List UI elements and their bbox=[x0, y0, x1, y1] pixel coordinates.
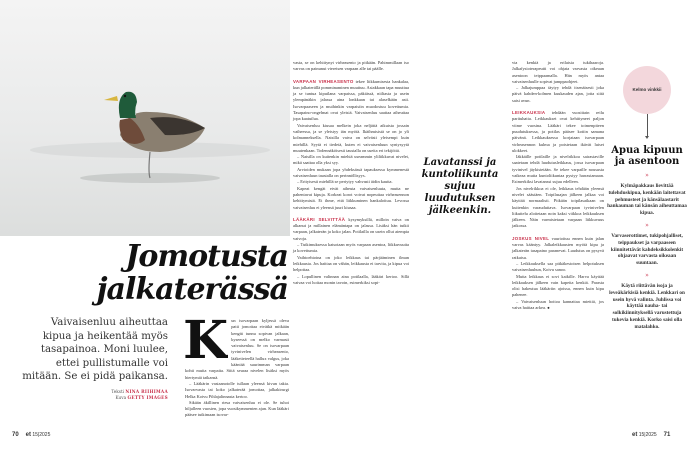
connector-line bbox=[647, 114, 648, 136]
byline bbox=[20, 389, 168, 401]
paragraph: Sikään äkillinen riesa vaivaisenluu ei ole. Se tuhoi hiljalleen vuosien, jopa vuosikymmenten ajan. Kun lääkäri pääsee tutkimaan isovar- bbox=[185, 399, 289, 418]
paragraph bbox=[293, 79, 409, 123]
paragraph bbox=[512, 236, 604, 261]
footer-left bbox=[12, 432, 50, 438]
paragraph-text: tehdään vuosittain reilu parituhatta. Leikkaukset ovat kehittyneet paljon viime vuosina. Lääkäri tekee toimenpiteen puudutuksessa, ja potilas pääsee kotiin samana päivänä. Leikkauksessa korjataan isovarpaan virheasennon kulma ja poistetaan ikävät luiset ulokkeet. bbox=[512, 110, 604, 153]
pull-quote: Lavatanssi ja kuntoliikunta sujuu luudutuksen jälkeenkin. bbox=[421, 157, 499, 216]
byline-author: NINA RIIHIMAA bbox=[125, 388, 168, 394]
paragraph: vasta, se on kehittynyt virheasento ja pitkään. Pahimmillaan iso varvas on painunut viereisen varpaan alle tai päälle. bbox=[293, 60, 409, 72]
paragraph: – Jalkajumppaa täytyy tehdä itsenäisesti joka päivä kahden-kolmen kuukauden ajan, jotta siitä saisi avun. bbox=[512, 85, 604, 103]
intro-block bbox=[20, 316, 168, 401]
magazine-logo: et bbox=[632, 432, 638, 438]
article-title bbox=[0, 240, 288, 306]
body-column-2 bbox=[293, 60, 409, 286]
subheading: JOSKUS NIVEL bbox=[512, 235, 550, 241]
paragraph: Iäkkäille potilaille ja nivelrikkoa sairastaville saatetaan tehdä luudutusleikkaus, jossa isovarpaan tyvinivel jäykistetään. Se tekee varpaille noususta vaikeaa mutta kuntoliikuntaa pystyy harrastamaan. Esimerkiksi lavatanssi sujuu edelleen. bbox=[512, 154, 604, 185]
paragraph: – Lääkärin vastaanotolle tullaan yleensä kivun takia. Isovarvasta tai koko jalkaterää jomottaa, jalkakirurgi Helka Koivu Pihlajalinnasta kertoo. bbox=[185, 380, 289, 399]
bullet-icon: » bbox=[645, 221, 649, 229]
title-line-2: jalkaterässä bbox=[96, 272, 288, 307]
paragraph: – Tutkimuksessa katsotaan myös varpaan asentoa, liikkuvuutta ja kovettumia. bbox=[293, 242, 409, 254]
byline-text-label: Teksti bbox=[111, 388, 124, 394]
sidebar-tip: Varvaserottimet, tukipohjalliset, teippaukset ja varpaaseen kiinnitettävät kahdeksikkolenkit ohjaavat varvasta oikeaan suuntaan. bbox=[610, 232, 684, 267]
paragraph: – Lopullinen valinnan aina potilaalla, lääkäri kertoo. Sillä vaivaa voi hoitaa monin tavoin, esimerkiksi sopi- bbox=[293, 273, 409, 285]
paragraph: Vaihtoehtoina on joko leikkaus tai pärjääminen ilman leikkausta. Jos haittaa on vähän, leikkausta ei tarvita, ja kipua voi helpottaa. bbox=[293, 254, 409, 273]
paragraph: – Erityisesti miehillä se periytyy vahvasti äidin kautta. bbox=[297, 179, 393, 185]
issue-number: 15|2025 bbox=[32, 432, 51, 438]
body-column-1 bbox=[185, 318, 289, 419]
paragraph-text: vaurioituu ennen kuin jalan varvas kääntyy. Jalkaleikkausten myötä kipu ja jalkaterän tasapaino paranevat. Luudutus on pysyvä ratkaisu. bbox=[512, 235, 604, 260]
body-column-3 bbox=[512, 60, 604, 311]
footer-right bbox=[632, 432, 670, 438]
paragraph-text: kysymyksillä, milloin vaiva on alkanut ja millainen elämäntapa on jalassa. Lisäksi hän tutkii varpaan, jalkaterän ja koko jalan. Potilailla on usein ollut aiempia vaivoja. bbox=[293, 216, 409, 241]
paragraph-text: tekee liikkumisesta hankalaa, kun jalkaterällä pomminaminen muuttuu. Asiakkaan tapa muuttua ja se tuntua kipuilana varpaissa, päkiässä, niiltasta ja usein ylempänäkin jalassa aina lonkkaan tai alaselkään asti. Isovarpaaseen ja muihinkin varpaisiin muodostuu kovettumia. Tasapaino-ongelmat ovat yleisiä. Vaivaisenluu saattaa aiheuttaa jopa kaatuilua. bbox=[293, 78, 409, 122]
paragraph: Vaivaisenluu kiusaa melkein joka neljättä aikuista jossain vaiheessa, ja se yleistyy iän myötä. Ikäihmisistä se on jo yli kolmanneksella. Naisilla vaiva on selvästi yleisempi kuin miehillä. Syytä ei tiedetä, kuten ei vaivaisenluun syntysyytä muutenkaan. Todennäköisesti taustalla on useita eri tekijöitä. bbox=[293, 122, 409, 153]
page-number: 71 bbox=[663, 432, 671, 438]
paragraph: Jos nivelrikkoa ei ole, leikkaus tehdään yleensä nivelet säästäen. Toipilasajan jälkeen jalkaa voi käyttää normaalisti. Pitkään toipilasaikaan on kuitenkin varauduttava. Isovarpaan tyvinivelen liikuttelu aloitetaan noin kaksi viikkoa leikkauksen jälkeen. Näin varmistetaan varpaan liikkuvuus jatkossa. bbox=[512, 185, 604, 229]
paragraph: – Vaivaisenluun hoitoa kannattaa miettiä, jos vaiva haittaa arkea. ● bbox=[512, 298, 604, 310]
paragraph: Arvioiden mukaan jopa yhdeksässä tapauksessa kymmenestä vaivaisenluun taustalla on perinnöllisyys. bbox=[293, 166, 409, 179]
paragraph: via kenkiä ja erilaisia tukihaaroja. Jalkafysioterapeutti voi ohjata varvasta oikeaan asentoon teippaamalla. Hän myös antaa vaivaisenluulle sopivat jumppaohjeet. bbox=[512, 60, 604, 84]
sidebar-tip: Käytä riittävän isoja ja leveäkärkisiä kenkiä. Lenkkari on usein hyvä valinta. Juhlissa voi käyttää nauha- tai solkikiinnityksellä varustettuja tukevia kenkiä. Korko saisi olla matalahko. bbox=[609, 282, 685, 330]
subheading: LÄÄKÄRI SELVITTÄÄ bbox=[293, 216, 346, 222]
bullet-icon: » bbox=[645, 271, 649, 279]
subheading: VARPAAN VIRHEASENTO bbox=[293, 78, 354, 84]
paragraph: Mutta leikkaus ei sovi kaikille. Harva käyttää leikkauksen jälkeen vain kapeita kenkiä. Parasta olisi hakeutua lääkäriin ajoissa, ennen kuin kipu pahenee. bbox=[512, 273, 604, 298]
byline-photo-label: Kuva bbox=[115, 394, 127, 400]
paragraph bbox=[293, 217, 409, 242]
byline-photographer: GETTY IMAGES bbox=[127, 394, 168, 400]
paragraph: Kapeat kengät eivät aiheuta vaivaisenluuta, mutta ne pahentavat kipuja. Korkeat korot voivat nopeuttaa virheasennon kehittymistä. Ei ihme, että liikkuminen hankaloituu. Levossa vaivaisenluu ei yleensä juuri kiusaa. bbox=[293, 185, 409, 210]
mallard-duck-photo bbox=[0, 0, 290, 236]
tips-sidebar bbox=[607, 66, 687, 331]
paragraph: un isovarpaan kyljessä oleva patti jomottaa eivätkä mitkään kengät tunnu sopivan jalkaan, kyseessä on melko varmasti vaivaisenluu. Se on isovarpaan tyvinivelen virheasento, lääketieteellä hallux valgus, joka kääntää suurimman varpaan kohti muita varpaita. Siitä seuraa nivelen lisäksi myös hiertymiä taikansä. bbox=[185, 318, 289, 380]
page-number: 70 bbox=[12, 432, 19, 438]
article-intro: Vaivaisenluu aiheuttaa kipua ja heikentää myös tasapainoa. Moni luulee, ettei pullistumalle voi mitään. Se ei pidä paikansa. bbox=[22, 317, 168, 382]
paragraph: – Naisilla on kuitenkin miehiä useammin yliliikkuvat nivelet, mikä saattaa olla yksi syy. bbox=[293, 154, 409, 166]
drop-cap: K bbox=[183, 319, 229, 363]
issue-number: 15|2025 bbox=[638, 432, 657, 438]
magazine-logo: et bbox=[25, 432, 31, 438]
paragraph bbox=[512, 110, 604, 154]
sidebar-tip: Kylmäpakkaus lievittää tulehduskipua, kenkään laitettavat pehmusteet ja känsälaastarit hankauman tai känsän aiheuttamaa kipua. bbox=[607, 183, 687, 217]
sidebar-badge: Kelmo vinkkii bbox=[623, 66, 671, 114]
arrow-down-icon bbox=[645, 136, 649, 139]
sidebar-title: Apua kipuun ja asentoon bbox=[611, 145, 683, 167]
title-line-1: Jomotusta bbox=[125, 239, 288, 274]
subheading: LEIKKAUKSIA bbox=[512, 110, 546, 116]
paragraph: – Leikkauksella saa pitkäkestoisen helpotuksen vaivaisenluuhun, Koivu sanoo. bbox=[512, 260, 604, 273]
bullet-icon: » bbox=[645, 172, 649, 179]
